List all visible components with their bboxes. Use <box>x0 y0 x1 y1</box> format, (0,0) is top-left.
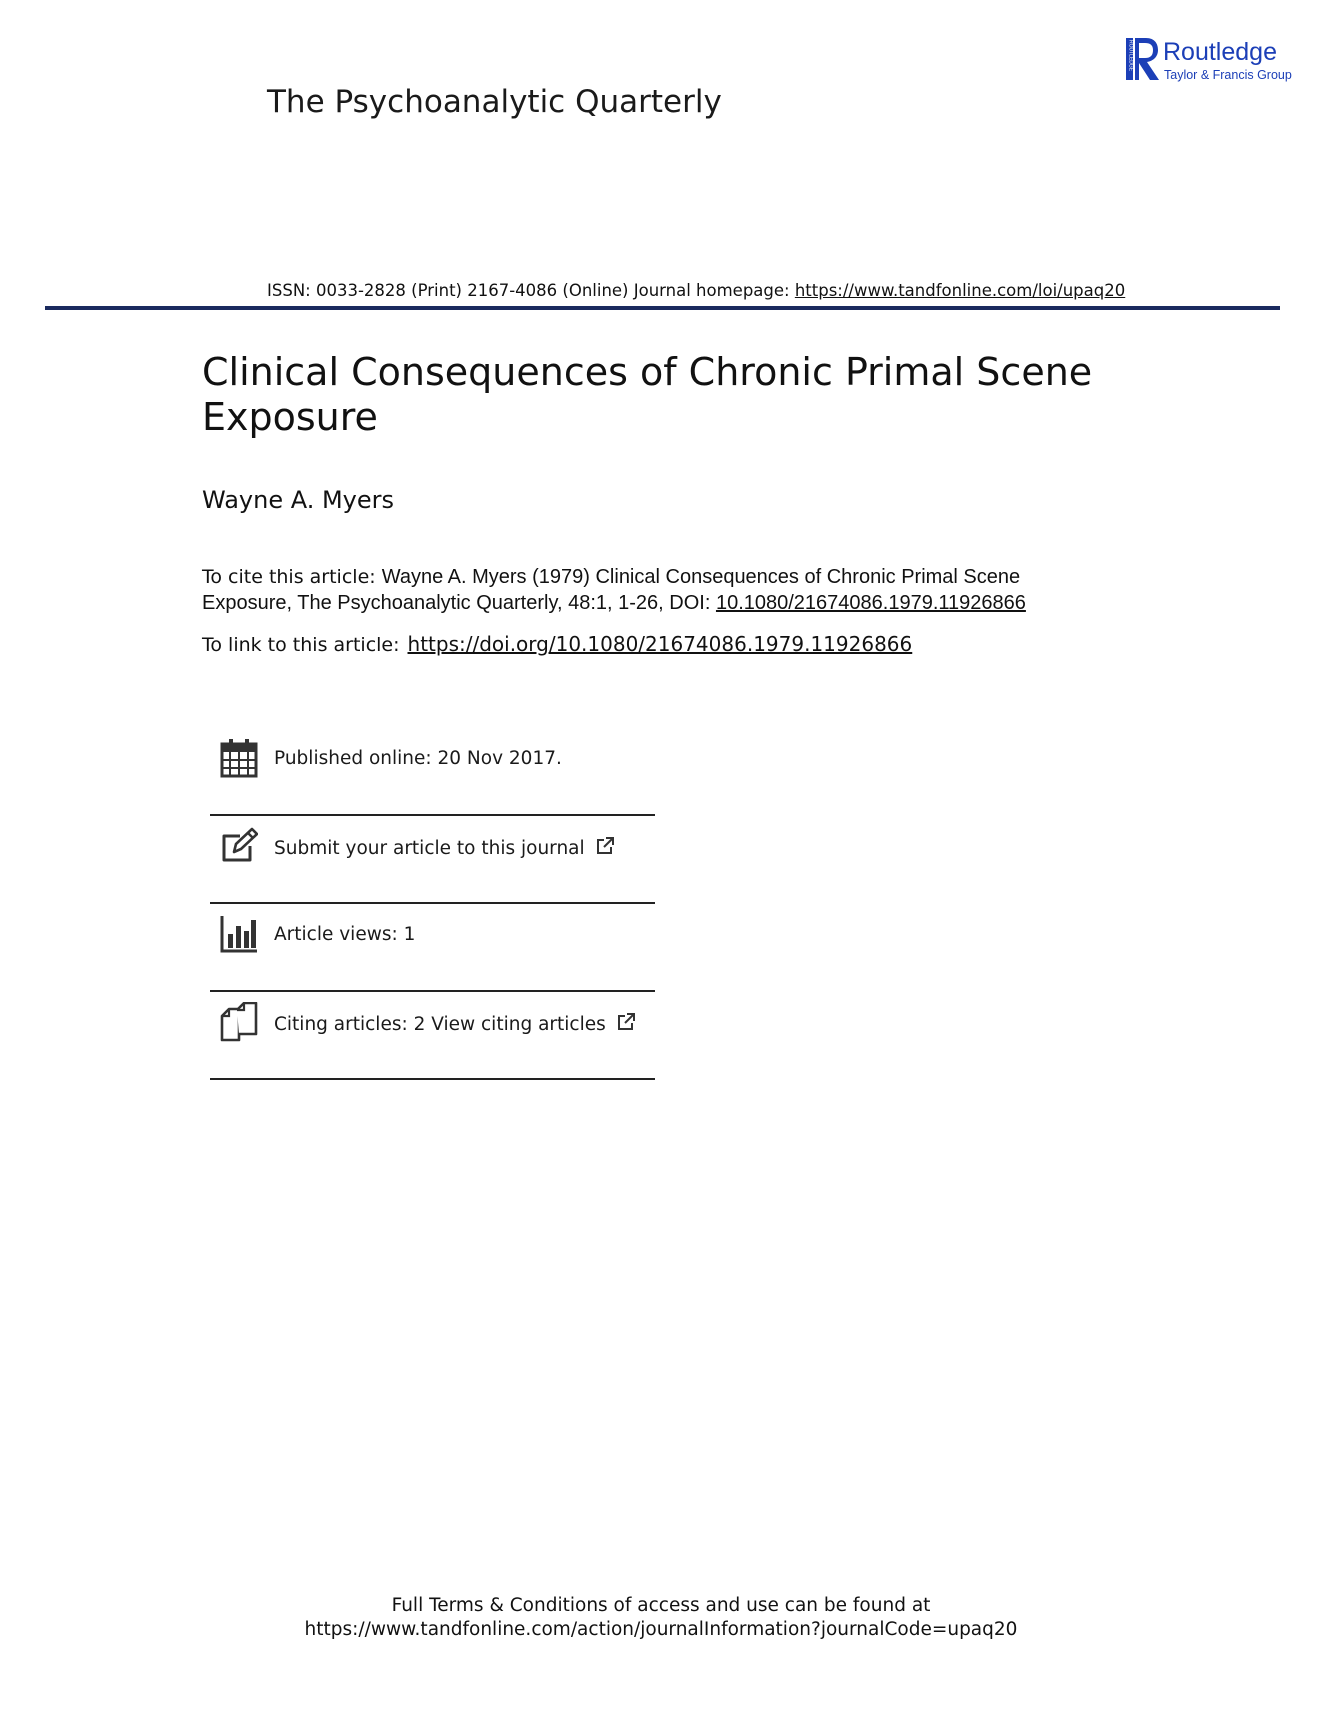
views-item <box>210 904 655 992</box>
journal-homepage-link[interactable]: https://www.tandfonline.com/loi/upaq20 <box>794 281 1126 300</box>
article-author: Wayne A. Myers <box>202 486 395 514</box>
cite-label: To cite this article: <box>202 566 376 588</box>
documents-icon <box>220 1002 258 1042</box>
footer-terms-url[interactable]: https://www.tandfonline.com/action/journalInformation?journalCode=upaq20 <box>304 1619 1018 1640</box>
citing-articles-link[interactable]: Citing articles: 2 View citing articles <box>274 1012 636 1035</box>
published-item <box>210 728 655 816</box>
external-link-icon <box>595 836 615 856</box>
article-link-line <box>202 632 912 656</box>
citing-item[interactable] <box>210 992 655 1080</box>
issn-text: ISSN: 0033-2828 (Print) 2167-4086 (Online) Journal homepage: <box>267 281 795 300</box>
svg-text:ROUTLEDGE: ROUTLEDGE <box>1127 40 1134 72</box>
footer-terms-text: Full Terms & Conditions of access and use can be found at <box>391 1595 931 1616</box>
citation-block <box>202 564 1102 616</box>
bar-chart-icon <box>220 914 258 954</box>
article-title: Clinical Consequences of Chronic Primal Scene Exposure <box>202 350 1093 439</box>
footer <box>0 1594 1322 1642</box>
submit-item[interactable] <box>210 816 655 904</box>
external-link-icon <box>616 1012 636 1032</box>
calendar-icon <box>220 738 258 778</box>
submit-article-link[interactable]: Submit your article to this journal <box>274 836 615 859</box>
published-date: Published online: 20 Nov 2017. <box>274 748 562 769</box>
issn-line <box>267 281 1125 300</box>
article-doi-url[interactable]: https://doi.org/10.1080/21674086.1979.11926866 <box>407 632 913 656</box>
article-views: Article views: 1 <box>274 924 416 945</box>
edit-icon <box>220 826 258 866</box>
publisher-name: Routledge <box>1163 38 1277 66</box>
doi-link[interactable]: 10.1080/21674086.1979.11926866 <box>715 592 1026 614</box>
article-info-list <box>210 728 655 1080</box>
link-label: To link to this article: <box>202 634 400 656</box>
cite-text: Wayne A. Myers (1979) Clinical Consequences of Chronic Primal Scene Exposure, The Psychoanalytic Quarterly, 48:1, 1-26, DOI: <box>202 566 1021 614</box>
routledge-r-icon <box>1126 36 1162 84</box>
header-rule <box>45 306 1280 310</box>
journal-title: The Psychoanalytic Quarterly <box>267 84 722 120</box>
publisher-subtitle: Taylor & Francis Group <box>1164 68 1292 82</box>
routledge-logo <box>1126 36 1292 86</box>
